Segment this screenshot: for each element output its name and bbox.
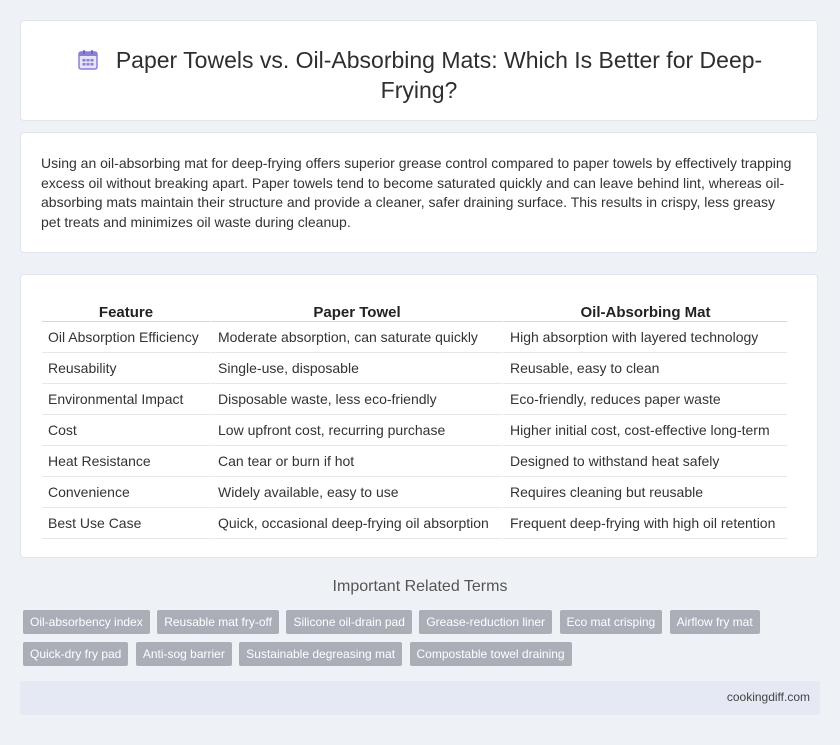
related-term-tag[interactable]: Silicone oil-drain pad xyxy=(286,610,411,634)
table-row xyxy=(42,508,787,539)
paper-towel-cell: Can tear or burn if hot xyxy=(210,446,502,477)
feature-cell: Environmental Impact xyxy=(42,384,210,415)
table-header-row xyxy=(42,295,787,322)
comparison-table xyxy=(42,295,787,539)
table-row xyxy=(42,322,787,353)
related-terms-title: Important Related Terms xyxy=(332,578,508,595)
paper-towel-cell: Single-use, disposable xyxy=(210,353,502,384)
related-term-tag[interactable]: Compostable towel draining xyxy=(410,642,572,666)
related-term-tag[interactable]: Quick-dry fry pad xyxy=(23,642,128,666)
table-row xyxy=(42,353,787,384)
mat-cell: Reusable, easy to clean xyxy=(502,353,787,384)
intro-card xyxy=(20,132,818,253)
related-term-tag[interactable]: Airflow fry mat xyxy=(670,610,760,634)
related-terms-list xyxy=(23,610,783,674)
mat-cell: High absorption with layered technology xyxy=(502,322,787,353)
calendar-icon xyxy=(76,48,100,72)
feature-cell: Reusability xyxy=(42,353,210,384)
header-paper-towel: Paper Towel xyxy=(210,295,502,322)
page-title: Paper Towels vs. Oil-Absorbing Mats: Which Is Better for Deep-Frying? xyxy=(115,47,763,103)
feature-cell: Best Use Case xyxy=(42,508,210,539)
related-term-tag[interactable]: Anti-sog barrier xyxy=(136,642,232,666)
paper-towel-cell: Disposable waste, less eco-friendly xyxy=(210,384,502,415)
table-row xyxy=(42,477,787,508)
page-title-row xyxy=(21,45,817,105)
comparison-card xyxy=(20,274,818,558)
feature-cell: Cost xyxy=(42,415,210,446)
feature-cell: Oil Absorption Efficiency xyxy=(42,322,210,353)
paper-towel-cell: Moderate absorption, can saturate quickly xyxy=(210,322,502,353)
paper-towel-cell: Quick, occasional deep-frying oil absorption xyxy=(210,508,502,539)
mat-cell: Frequent deep-frying with high oil retention xyxy=(502,508,787,539)
footer-site-link[interactable]: cookingdiff.com xyxy=(726,690,810,704)
header-feature: Feature xyxy=(42,295,210,322)
paper-towel-cell: Low upfront cost, recurring purchase xyxy=(210,415,502,446)
feature-cell: Heat Resistance xyxy=(42,446,210,477)
related-term-tag[interactable]: Reusable mat fry-off xyxy=(157,610,279,634)
related-term-tag[interactable]: Sustainable degreasing mat xyxy=(239,642,402,666)
header-oil-absorbing-mat: Oil-Absorbing Mat xyxy=(502,295,787,322)
related-term-tag[interactable]: Grease-reduction liner xyxy=(419,610,552,634)
related-term-tag[interactable]: Eco mat crisping xyxy=(560,610,663,634)
header-card xyxy=(20,20,818,121)
footer-bar xyxy=(20,681,820,715)
table-row xyxy=(42,384,787,415)
mat-cell: Requires cleaning but reusable xyxy=(502,477,787,508)
related-term-tag[interactable]: Oil-absorbency index xyxy=(23,610,150,634)
paper-towel-cell: Widely available, easy to use xyxy=(210,477,502,508)
mat-cell: Designed to withstand heat safely xyxy=(502,446,787,477)
intro-paragraph: Using an oil-absorbing mat for deep-frying offers superior grease control compared to paper towels by effectively trapping excess oil without breaking apart. Paper towels tend to become saturated quickly and can leave behind lint, whereas oil-absorbing mats maintain their structure and provide a cleaner, safer draining surface. This results in crispy, less greasy pet treats and minimizes oil waste during cleanup. xyxy=(41,155,792,230)
mat-cell: Eco-friendly, reduces paper waste xyxy=(502,384,787,415)
feature-cell: Convenience xyxy=(42,477,210,508)
table-row xyxy=(42,446,787,477)
mat-cell: Higher initial cost, cost-effective long-term xyxy=(502,415,787,446)
table-row xyxy=(42,415,787,446)
